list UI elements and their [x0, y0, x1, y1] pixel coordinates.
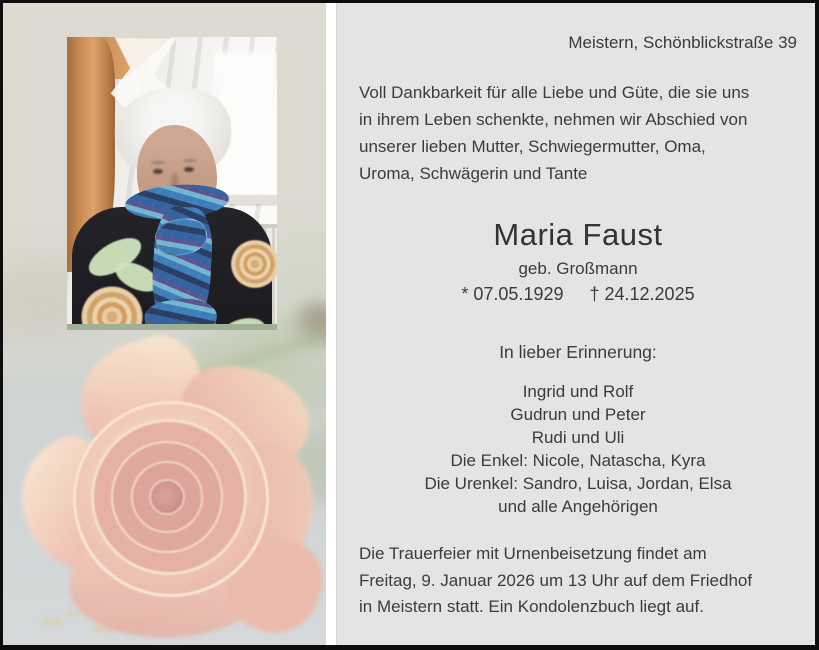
mourner-line: Gudrun und Peter [510, 405, 646, 424]
maiden-name: geb. Großmann [518, 259, 638, 278]
mourner-line: Die Enkel: Nicole, Natascha, Kyra [450, 451, 706, 470]
photo-bottom-edge [67, 324, 277, 330]
eyebrow [151, 161, 165, 164]
eye [153, 169, 163, 174]
mourner-line: Ingrid und Rolf [522, 382, 634, 401]
death-date: † 24.12.2025 [589, 284, 695, 304]
portrait-photo [67, 37, 277, 330]
funeral-line: Freitag, 9. Januar 2026 um 13 Uhr auf dem Friedhof [359, 570, 753, 590]
panel-divider [326, 3, 336, 645]
text-panel [336, 3, 815, 645]
eye [184, 167, 194, 172]
mourner-line: Die Urenkel: Sandro, Luisa, Jordan, Elsa [424, 474, 732, 493]
remembrance-heading: In lieber Erinnerung: [499, 342, 657, 362]
funeral-info [359, 541, 797, 621]
sweater-rose-print [215, 227, 277, 300]
mourners-list [359, 380, 797, 518]
funeral-line: Die Trauerfeier mit Urnenbeisetzung findet am [359, 544, 707, 563]
intro-line: Uroma, Schwägerin und Tante [359, 164, 588, 183]
birth-date: * 07.05.1929 [461, 284, 564, 304]
funeral-line: in Meistern statt. Ein Kondolenzbuch liegt auf. [359, 597, 704, 616]
deceased-name: Maria Faust [493, 217, 663, 252]
intro-line: Voll Dankbarkeit für alle Liebe und Güte, die sie uns [359, 83, 750, 102]
eyebrow [183, 159, 197, 162]
notice-inner-frame [3, 3, 815, 645]
intro-line: in ihrem Leben schenkte, nehmen wir Abschied von [359, 110, 748, 129]
life-dates [359, 283, 797, 305]
intro-line: unserer lieben Mutter, Schwiegermutter, Oma, [359, 137, 706, 156]
intro-paragraph [359, 79, 797, 187]
dateline: Meistern, Schönblickstraße 39 [568, 33, 797, 52]
photo-panel [3, 3, 326, 645]
mourner-line: Rudi und Uli [531, 428, 625, 447]
mourner-line: und alle Angehörigen [498, 497, 658, 516]
deceased-block [359, 218, 797, 305]
